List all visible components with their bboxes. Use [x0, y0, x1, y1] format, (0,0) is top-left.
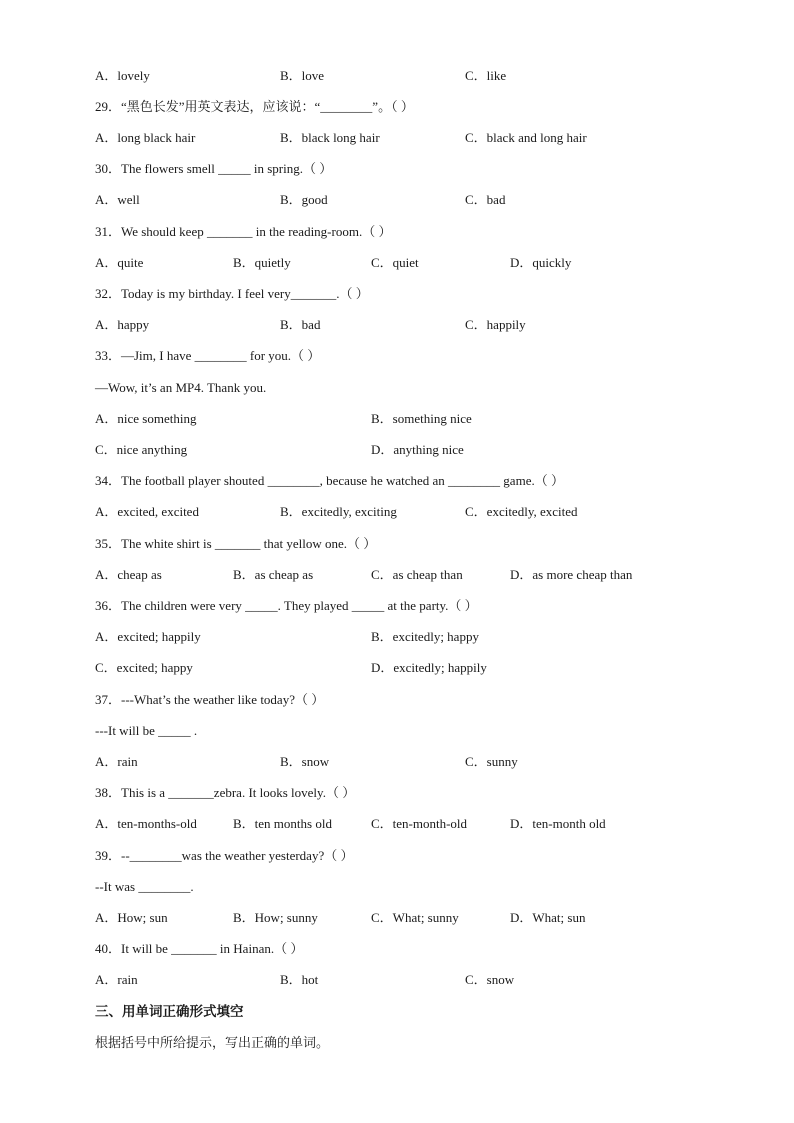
answer-option: C．nice anything: [95, 442, 188, 457]
answer-option: D．anything nice: [371, 442, 464, 457]
answer-option: A．well: [95, 192, 140, 207]
answer-option: C．black and long hair: [465, 130, 587, 145]
answer-option: B．excitedly; happy: [371, 629, 479, 644]
answer-option: B．as cheap as: [233, 567, 314, 582]
answer-option: A．quite: [95, 255, 144, 270]
question-text: 34．The football player shouted ________, because he watched an ________ game.（ ）: [95, 473, 564, 488]
answer-option: A．excited; happily: [95, 629, 201, 644]
answer-option: D．ten-month old: [510, 816, 606, 831]
answer-option: B．snow: [280, 754, 330, 769]
question-text: 38．This is a _______zebra. It looks lovely.（ ）: [95, 785, 356, 800]
question-text: 32．Today is my birthday. I feel very_______.（ ）: [95, 286, 369, 301]
answer-option: C．bad: [465, 192, 506, 207]
question-text: 根据括号中所给提示，写出正确的单词。: [95, 1035, 330, 1050]
question-text: 30．The flowers smell _____ in spring.（ ）: [95, 161, 333, 176]
answer-option: B．love: [280, 68, 325, 83]
question-text: ---It will be _____ .: [95, 723, 198, 738]
question-text: 33．—Jim, I have ________ for you.（ ）: [95, 348, 321, 363]
answer-option: D．as more cheap than: [510, 567, 633, 582]
answer-option: C．excitedly, excited: [465, 504, 578, 519]
answer-option: A．ten-months-old: [95, 816, 197, 831]
answer-option: B．something nice: [371, 411, 472, 426]
answer-option: A．cheap as: [95, 567, 162, 582]
answer-option: B．good: [280, 192, 328, 207]
answer-option: B．ten months old: [233, 816, 332, 831]
question-text: 40．It will be _______ in Hainan.（ ）: [95, 941, 304, 956]
answer-option: C．as cheap than: [371, 567, 463, 582]
answer-option: A．How; sun: [95, 910, 168, 925]
answer-option: A．rain: [95, 754, 138, 769]
answer-option: D．excitedly; happily: [371, 660, 487, 675]
answer-option: C．like: [465, 68, 507, 83]
answer-option: C．snow: [465, 972, 515, 987]
answer-option: C．excited; happy: [95, 660, 193, 675]
answer-option: A．happy: [95, 317, 150, 332]
question-text: 35．The white shirt is _______ that yellow one.（ ）: [95, 536, 377, 551]
section-title: 三、用单词正确形式填空: [95, 1004, 244, 1019]
answer-option: B．excitedly, exciting: [280, 504, 397, 519]
answer-option: C．happily: [465, 317, 526, 332]
answer-option: C．quiet: [371, 255, 419, 270]
answer-option: C．sunny: [465, 754, 518, 769]
question-text: —Wow, it’s an MP4. Thank you.: [95, 380, 267, 395]
answer-option: B．quietly: [233, 255, 291, 270]
question-text: 39．--________was the weather yesterday?（ ）: [95, 848, 354, 863]
answer-option: C．ten-month-old: [371, 816, 468, 831]
question-text: 37．---What’s the weather like today?（ ）: [95, 692, 325, 707]
answer-option: B．How; sunny: [233, 910, 318, 925]
answer-option: A．lovely: [95, 68, 150, 83]
answer-option: B．bad: [280, 317, 321, 332]
answer-option: D．quickly: [510, 255, 572, 270]
question-text: --It was ________.: [95, 879, 194, 894]
answer-option: A．nice something: [95, 411, 197, 426]
answer-option: C．What; sunny: [371, 910, 459, 925]
answer-option: B．hot: [280, 972, 319, 987]
answer-option: A．long black hair: [95, 130, 196, 145]
question-text: 31．We should keep _______ in the reading-room.（ ）: [95, 224, 392, 239]
question-text: 36．The children were very _____. They played _____ at the party.（ ）: [95, 598, 478, 613]
answer-option: A．excited, excited: [95, 504, 199, 519]
answer-option: B．black long hair: [280, 130, 380, 145]
answer-option: A．rain: [95, 972, 138, 987]
question-text: 29．“黑色长发”用英文表达，应该说：“________”。（ ）: [95, 99, 414, 114]
answer-option: D．What; sun: [510, 910, 586, 925]
